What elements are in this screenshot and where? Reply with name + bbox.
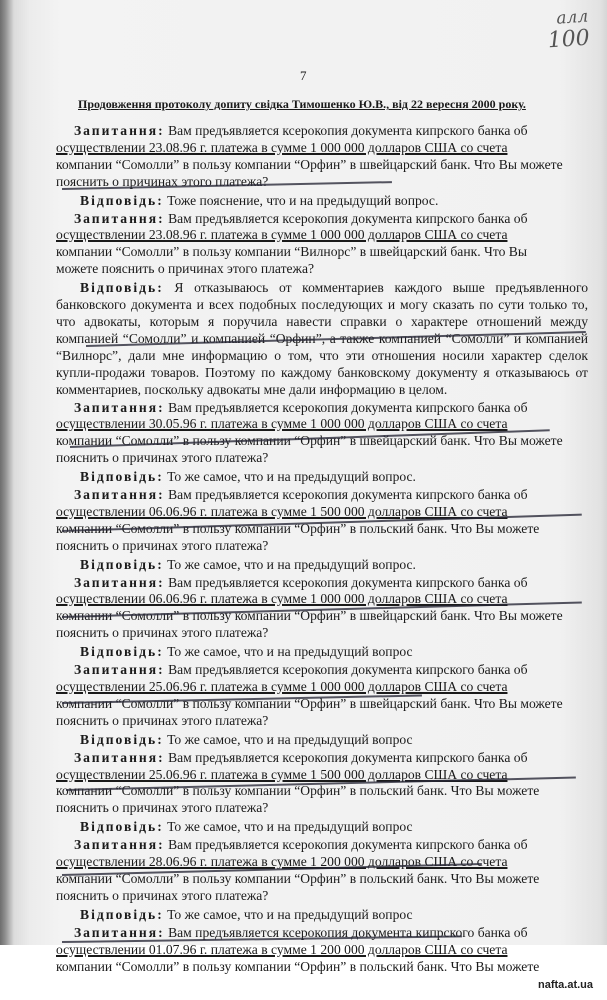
qa-entry [56,487,588,574]
handwritten-note-line1: алл [555,6,589,29]
qa-entry [56,662,588,749]
question-line: пояснить о причинах этого платежа? [56,887,269,903]
question-line: компании “Сомолли” в пользу компании “Орфин” в швейцарский банк. Что Вы можете [56,608,563,624]
site-watermark: nafta.at.ua [537,979,593,991]
question-line: осуществлении 28.06.96 г. платежа в сумме 1 200 000 долларов США со счета [56,854,508,870]
answer-label: Відповідь: [80,556,164,572]
question [56,211,588,279]
question-line: Вам предъявляется ксерокопия документа кипрского банка об [168,210,528,226]
question-line: компании “Сомолли” в пользу компании “Орфин” в швейцарский банк. Что Вы можете [56,433,563,449]
question-label: Запитання: [74,574,165,590]
document-header: Продовження протоколу допиту свідка Тимошенко Ю.В., від 22 вересня 2000 року. [78,97,526,111]
answer-label: Відповідь: [80,906,164,922]
question-line: осуществлении 01.07.96 г. платежа в сумме 1 200 000 долларов США со счета [56,941,508,957]
page-number: 7 [300,68,307,83]
question [56,925,588,976]
answer-text: То же самое, что и на предыдущий вопрос. [167,556,416,572]
question-line: компании “Сомолли” в пользу компании “Орфин” в швейцарский банк. Что Вы можете [56,156,563,172]
qa-entry-last [56,925,588,976]
answer [56,907,588,924]
answer-label: Відповідь: [80,644,164,660]
question-line: осуществлении 25.06.96 г. платежа в сумме 1 500 000 долларов США со счета [56,766,508,782]
question-label: Запитання: [74,123,165,138]
question-line: Вам предъявляется ксерокопия документа кипрского банка об [168,662,528,678]
question-line: компании “Сомолли” в пользу компании “Орфин” в польский банк. Что Вы можете [56,783,540,799]
answer-text: То же самое, что и на предыдущий вопрос [167,731,413,747]
question-line: пояснить о причинах этого платежа? [56,173,269,189]
answer [56,193,588,210]
document-body [56,123,588,975]
question-line: пояснить о причинах этого платежа? [56,450,269,466]
question-line: компании “Сомолли” в пользу компании “Вилнорс” в швейцарский банк. Что Вы [56,244,528,260]
question [56,837,588,905]
answer-text: Тоже пояснение, что и на предыдущий вопрос. [167,192,439,208]
question-line: пояснить о причинах этого платежа? [56,537,269,553]
question-line: Вам предъявляется ксерокопия документа кипрского банка об [168,924,528,940]
question-line: компании “Сомолли” в пользу компании “Орфин” в польский банк. Что Вы можете [56,958,540,974]
question-line: можете пояснить о причинах этого платежа? [56,261,315,277]
answer [56,819,588,836]
answer [56,644,588,661]
page-edge-shadow [0,0,14,945]
question [56,400,588,468]
question-line: компании “Сомолли” в пользу компании “Орфин” в швейцарский банк. Что Вы можете [56,695,563,711]
question-label: Запитання: [74,749,165,765]
answer-text: Я отказываюсь от комментариев каждого выше предъявленного банковского документа и всех подобных последующих и могу сказать по сути только то, что адвокаты, которым я поручила навести справки о характере отношений между компанией “Сомолли” и компанией “Орфин”, а также компанией “Сомолли” и компанией “Вилнорс”, дали мне информацию о том, что эти отношения носили характер сделок купли-продажи товаров. Поэтому по каждому банковскому документу я отказываюсь от комментариев, поскольку адвокаты мне дали информацию в целом. [56,280,588,397]
qa-entry [56,750,588,837]
handwritten-note [546,7,591,52]
handwritten-note-line2: 100 [546,25,591,54]
question-label: Запитання: [74,399,165,415]
question-line: осуществлении 30.05.96 г. платежа в сумме 1 000 000 долларов США со счета [56,416,508,432]
answer-label: Відповідь: [80,280,164,296]
question-line: компании “Сомолли” в пользу компании “Орфин” в польский банк. Что Вы можете [56,520,540,536]
question-line: осуществлении 06.06.96 г. платежа в сумме 1 500 000 долларов США со счета [56,503,508,519]
question-line: Вам предъявляется ксерокопия документа кипрского банка об [168,123,528,138]
question-label: Запитання: [74,924,165,940]
question-line: Вам предъявляется ксерокопия документа кипрского банка об [168,399,528,415]
question-line: Вам предъявляется ксерокопия документа кипрского банка об [168,574,528,590]
answer [56,557,588,574]
qa-entry [56,837,588,924]
question-line: осуществлении 23.08.96 г. платежа в сумме 1 000 000 долларов США со счета [56,227,508,243]
answer-text: То же самое, что и на предыдущий вопрос [167,819,413,835]
answer-text: То же самое, что и на предыдущий вопрос [167,906,413,922]
qa-entry [56,123,588,210]
question-line: пояснить о причинах этого платежа? [56,625,269,641]
answer-label: Відповідь: [80,192,164,208]
question-line: компании “Сомолли” в пользу компании “Орфин” в польский банк. Что Вы можете [56,870,540,886]
question-line: Вам предъявляется ксерокопия документа кипрского банка об [168,837,528,853]
question-label: Запитання: [74,837,165,853]
answer [56,469,588,486]
question-line: Вам предъявляется ксерокопия документа кипрского банка об [168,749,528,765]
question-label: Запитання: [74,662,165,678]
answer-text: То же самое, что и на предыдущий вопрос. [167,469,416,485]
question-line: осуществлении 06.06.96 г. платежа в сумме 1 000 000 долларов США со счета [56,591,508,607]
answer [56,732,588,749]
question-line: пояснить о причинах этого платежа? [56,800,269,816]
qa-entry [56,575,588,662]
question-label: Запитання: [74,210,165,226]
question [56,123,588,191]
question-line: пояснить о причинах этого платежа? [56,712,269,728]
question-label: Запитання: [74,487,165,503]
answer-label: Відповідь: [80,731,164,747]
answer-label: Відповідь: [80,469,164,485]
question-line: осуществлении 25.06.96 г. платежа в сумме 1 000 000 долларов США со счета [56,679,508,694]
question-line: Вам предъявляется ксерокопия документа кипрского банка об [168,487,528,503]
answer-label: Відповідь: [80,819,164,835]
answer-text: То же самое, что и на предыдущий вопрос [167,644,413,660]
qa-entry [56,211,588,399]
question-line: осуществлении 23.08.96 г. платежа в сумме 1 000 000 долларов США со счета [56,139,508,155]
